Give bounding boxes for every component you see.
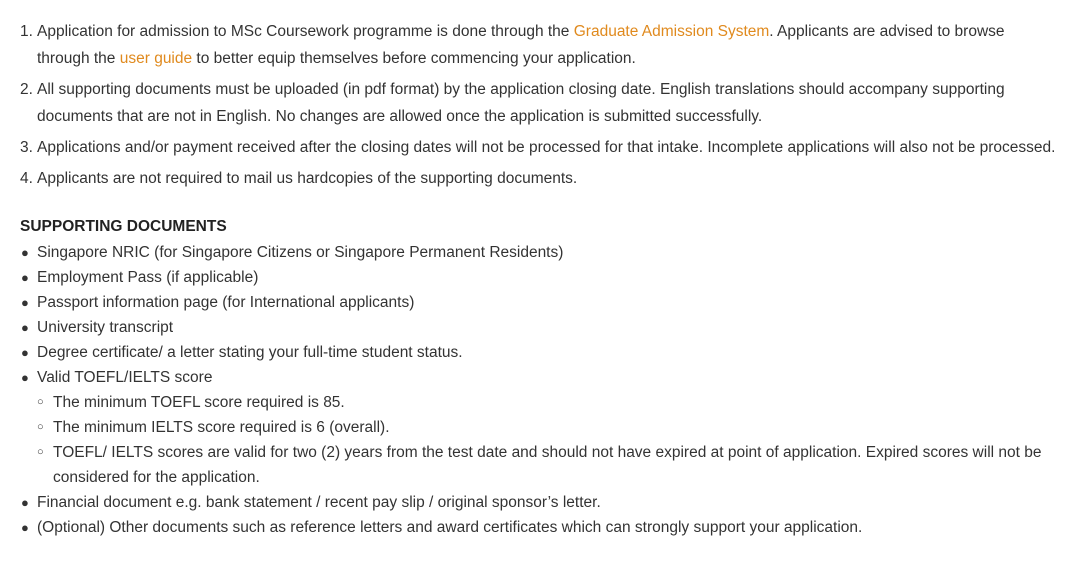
instruction-item-2 bbox=[20, 76, 1056, 130]
user-guide-link[interactable]: user guide bbox=[119, 50, 193, 67]
instruction-item-1 bbox=[20, 18, 1056, 72]
toefl-ielts-sublist bbox=[37, 390, 1056, 490]
document-item-text: Employment Pass (if applicable) bbox=[37, 269, 259, 286]
list-item bbox=[20, 315, 1056, 340]
instruction-text-part: to better equip themselves before commencing your application. bbox=[192, 50, 636, 67]
bullet-icon: ● bbox=[21, 320, 29, 335]
instruction-item-4 bbox=[20, 165, 1056, 192]
list-item bbox=[37, 440, 1056, 490]
instruction-number: 3. bbox=[20, 139, 33, 156]
sub-item-text: TOEFL/ IELTS scores are valid for two (2) years from the test date and should not have expired at point of application. Expired scores will not be considered for the application. bbox=[53, 444, 1042, 486]
circle-bullet-icon: ○ bbox=[37, 446, 44, 458]
list-item bbox=[20, 365, 1056, 490]
sub-item-text: The minimum TOEFL score required is 85. bbox=[53, 394, 345, 411]
instruction-number: 4. bbox=[20, 170, 33, 187]
supporting-documents-list bbox=[20, 240, 1056, 540]
instruction-number: 1. bbox=[20, 23, 33, 40]
instruction-number: 2. bbox=[20, 81, 33, 98]
list-item bbox=[20, 340, 1056, 365]
list-item bbox=[20, 240, 1056, 265]
document-item-text: Degree certificate/ a letter stating your full-time student status. bbox=[37, 344, 463, 361]
list-item bbox=[20, 490, 1056, 515]
bullet-icon: ● bbox=[21, 270, 29, 285]
circle-bullet-icon: ○ bbox=[37, 396, 44, 408]
document-item-text: Passport information page (for International applicants) bbox=[37, 294, 415, 311]
toefl-ielts-label: Valid TOEFL/IELTS score bbox=[37, 369, 213, 386]
list-item bbox=[20, 265, 1056, 290]
instruction-text-part: . Applicants are advised to browse through the bbox=[37, 23, 1005, 67]
instruction-text: Applications and/or payment received after the closing dates will not be processed for that intake. Incomplete applications will also not be processed. bbox=[37, 139, 1056, 156]
bullet-icon: ● bbox=[21, 370, 29, 385]
instruction-text: All supporting documents must be uploaded (in pdf format) by the application closing date. English translations should accompany supporting documents that are not in English. No changes are allowed once the application is submitted successfully. bbox=[37, 81, 1005, 125]
list-item bbox=[20, 290, 1056, 315]
graduate-admission-system-link[interactable]: Graduate Admission System bbox=[573, 23, 770, 40]
document-item-text: Financial document e.g. bank statement / recent pay slip / original sponsor’s letter. bbox=[37, 494, 601, 511]
list-item bbox=[37, 415, 1056, 440]
application-instructions-list bbox=[20, 18, 1056, 192]
document-item-text: Singapore NRIC (for Singapore Citizens or Singapore Permanent Residents) bbox=[37, 244, 564, 261]
instruction-text-part: Application for admission to MSc Coursework programme is done through the bbox=[37, 23, 574, 40]
document-item-text: (Optional) Other documents such as reference letters and award certificates which can strongly support your application. bbox=[37, 519, 863, 536]
circle-bullet-icon: ○ bbox=[37, 421, 44, 433]
bullet-icon: ● bbox=[21, 345, 29, 360]
bullet-icon: ● bbox=[21, 520, 29, 535]
instruction-text: Applicants are not required to mail us hardcopies of the supporting documents. bbox=[37, 170, 578, 187]
bullet-icon: ● bbox=[21, 295, 29, 310]
document-item-text bbox=[37, 365, 1056, 490]
bullet-icon: ● bbox=[21, 495, 29, 510]
instruction-item-3 bbox=[20, 134, 1056, 161]
supporting-documents-heading: SUPPORTING DOCUMENTS bbox=[20, 218, 227, 235]
document-item-text: University transcript bbox=[37, 319, 174, 336]
bullet-icon: ● bbox=[21, 245, 29, 260]
list-item bbox=[20, 515, 1056, 540]
instruction-text bbox=[37, 18, 1056, 72]
sub-item-text: The minimum IELTS score required is 6 (overall). bbox=[53, 419, 390, 436]
list-item bbox=[37, 390, 1056, 415]
